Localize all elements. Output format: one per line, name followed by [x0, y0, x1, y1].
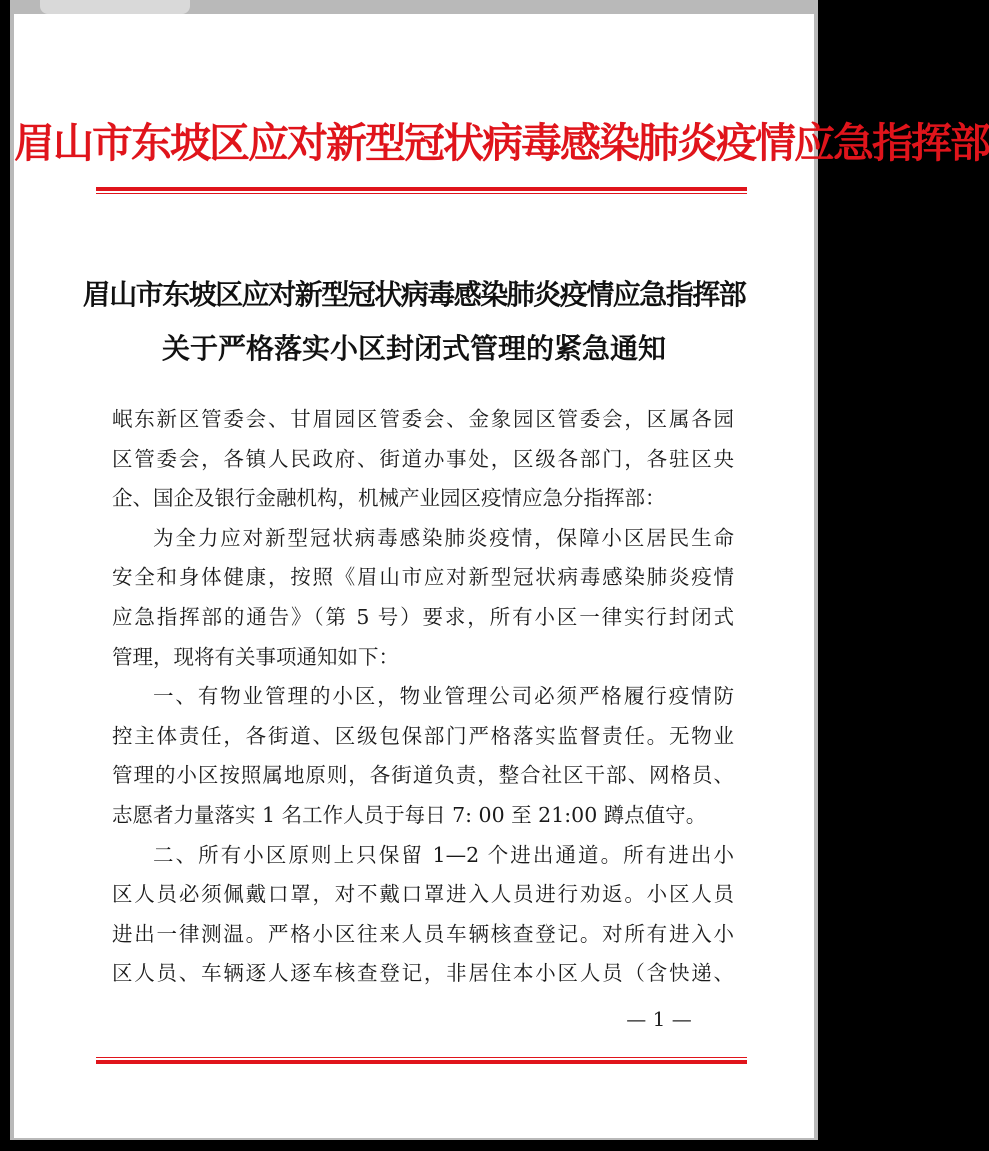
body-line: 岷东新区管委会、甘眉园区管委会、金象园区管委会，区属各园	[112, 407, 734, 431]
body-line: 一、有物业管理的小区，物业管理公司必须严格履行疫情防	[153, 684, 734, 709]
body-line: 应急指挥部的通告》（第 5 号）要求，所有小区一律实行封闭式	[112, 604, 734, 629]
issuing-authority-header: 眉山市东坡区应对新型冠状病毒感染肺炎疫情应急指挥部	[14, 119, 989, 167]
body-line: 区人员必须佩戴口罩，对不戴口罩进入人员进行劝返。小区人员	[112, 882, 734, 907]
body-line: 管理的小区按照属地原则，各街道负责，整合社区干部、网格员、	[112, 763, 734, 788]
footer-red-rule-thin	[96, 1057, 747, 1058]
body-line: 为全力应对新型冠状病毒感染肺炎疫情，保障小区居民生命	[153, 525, 734, 550]
body-line: 区人员、车辆逐人逐车核查登记，非居住本小区人员（含快递、	[112, 961, 734, 986]
body-line: 管理，现将有关事项通知如下：	[112, 644, 399, 669]
footer-red-rule-thick	[96, 1060, 747, 1064]
header-red-rule-thick	[96, 187, 747, 191]
body-line: 区管委会，各镇人民政府、街道办事处，区级各部门，各驻区央	[112, 446, 734, 471]
viewer-tab-bar[interactable]	[40, 0, 190, 14]
notice-body	[112, 400, 734, 994]
header-red-rule-thin	[96, 193, 747, 194]
page-number: — 1 —	[626, 1007, 692, 1031]
body-line: 进出一律测温。严格小区往来人员车辆核查登记。对所有进入小	[112, 921, 734, 946]
body-line: 控主体责任，各街道、区级包保部门严格落实监督责任。无物业	[112, 723, 734, 748]
body-line: 志愿者力量落实 1 名工作人员于每日 7: 00 至 21:00 蹲点值守。	[112, 802, 707, 827]
body-line: 企、国企及银行金融机构，机械产业园区疫情应急分指挥部：	[112, 486, 666, 511]
body-line: 安全和身体健康，按照《眉山市应对新型冠状病毒感染肺炎疫情	[112, 565, 734, 590]
notice-title-line-2: 关于严格落实小区封闭式管理的紧急通知	[161, 332, 666, 365]
body-line: 二、所有小区原则上只保留 1—2 个进出通道。所有进出小	[153, 842, 734, 867]
document-page	[14, 14, 989, 1138]
notice-title-line-1: 眉山市东坡区应对新型冠状病毒感染肺炎疫情应急指挥部	[82, 278, 746, 311]
